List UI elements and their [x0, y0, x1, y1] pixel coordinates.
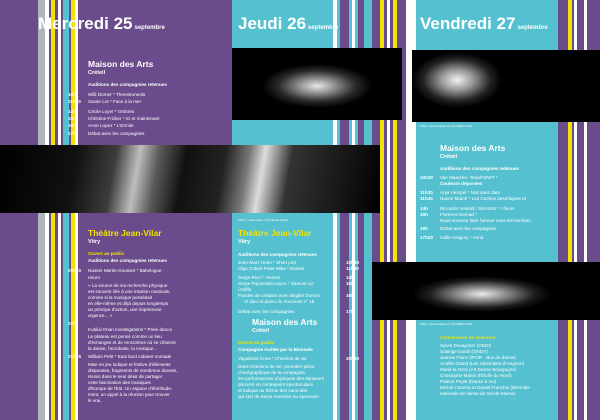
dancer-photo-1	[0, 145, 380, 213]
col1-venue1-city: Créteil	[88, 70, 106, 76]
sched-text: Naomi Mutoh * Les Caches desertiques III	[440, 196, 527, 201]
col1-venue2-title: Théâtre Jean-Vilar	[88, 228, 162, 238]
photo-caption-1: Photo : Laurie Lapor / Cie Nasser Martin	[238, 218, 289, 222]
sched-text: Anja Hempel * Nuit sans date	[440, 190, 501, 195]
col2-venue2-title: Maison des Arts	[252, 317, 318, 327]
jury-member: Christophe Martin (l'Étoile du Nord)	[440, 373, 512, 378]
sched-text: William Petit * East land cabaret nomade	[88, 354, 172, 359]
sched-time: 20h30	[68, 268, 82, 273]
sched-text: Couleurs déposées	[440, 181, 483, 186]
sched-text: return	[88, 275, 101, 280]
col1-auditions2-label: Auditions des compagnies retenues	[88, 258, 167, 263]
col3-auditions-label: Auditions des compagnies retenues	[440, 166, 519, 171]
col1-venue1-title: Maison des Arts	[88, 59, 154, 69]
sched-time: 10h	[68, 92, 76, 97]
col2-venue2-city: Créteil	[252, 328, 270, 334]
sched-time: 11h45	[420, 196, 433, 201]
para-line: chorégraphique de la compagnie,	[238, 370, 307, 375]
col2-spectacle-label: Compagnie invitée par la Biennale	[238, 347, 313, 352]
day-heading-thursday: Jeudi 26 septembre	[238, 14, 339, 33]
para-line: en elle-même et déjà depuis longtemps	[88, 301, 169, 306]
para-line: est souvent liée à une intuition musicale,	[88, 289, 171, 294]
para-line: donnent un contrepoint spectaculaire	[238, 382, 314, 387]
sched-text: Olga Cobos-Peter Mika * Events	[238, 266, 305, 271]
para-line: et ludique au thème des sans-abri	[238, 388, 308, 393]
sched-time: 17h30	[420, 235, 434, 240]
sched-text: Al dieci si pianu du Anconesi n° 18	[244, 299, 315, 304]
sched-text: Paroles de création avec Brigitte Dumez	[238, 293, 320, 298]
col2-venue1-title: Théâtre Jean-Vilar	[238, 228, 312, 238]
sched-time: 17h	[68, 131, 76, 136]
sched-text: Débat avec les compagnies	[238, 309, 295, 314]
jury-title: Commission de sélection :	[440, 335, 499, 340]
sched-text: Willi Dorner * Threestone/ds	[88, 92, 146, 97]
para-line: Le plateau est pensé comme un lieu	[88, 334, 162, 339]
sched-text: Cécile Loyer * Ombres	[88, 109, 135, 114]
col2-open-label: Ouvert au public	[238, 340, 275, 345]
jury-member: Amélie Grand (Les Hivernales d'Avignon)	[440, 361, 525, 366]
sched-time: 14h	[68, 109, 76, 114]
sched-text: Nasser Martin-Gousset * Babelogue	[88, 268, 162, 273]
sched-time: 21h	[68, 321, 76, 326]
sched-time: 15h	[68, 116, 76, 121]
sched-text: Serge Popineiski-Leyne * Samuel Lie	[238, 281, 314, 286]
sched-time: 15h	[420, 212, 428, 217]
para-line: cette fascination des musiques	[88, 380, 151, 385]
sched-time: 10h30	[420, 175, 434, 180]
sched-time: 16h	[420, 226, 428, 231]
para-line: le vrai.	[88, 398, 102, 403]
col2-venue1-city: Vitry	[238, 239, 251, 245]
sched-time: 11h30	[420, 190, 433, 195]
sched-time: 20h30	[346, 356, 360, 361]
sched-time: 14h	[346, 275, 354, 280]
sched-text: /Joliffe	[238, 287, 252, 292]
sched-time: 16h	[346, 293, 354, 298]
col3-venue1-city: Créteil	[440, 154, 458, 160]
para-line: « La source de ma recherche physique	[88, 283, 168, 288]
sched-text: Serge Ricci * Homes	[238, 275, 281, 280]
jury-member: Jeanne Franc (IPOR - Bus de danse)	[440, 355, 516, 360]
sched-text: Florence Bernad *	[440, 212, 478, 217]
para-line: les performances physiques des danseurs	[238, 376, 325, 381]
sched-time: 11h30	[68, 99, 81, 104]
sched-text: Anne Lopez * L'Ermite	[88, 123, 134, 128]
sched-text: Odile Azagury * Anna	[440, 235, 484, 240]
para-line: Dans Chemins de vie, première pièce	[238, 364, 315, 369]
col1-auditions-label: Auditions des compagnies retenues	[88, 82, 167, 87]
para-line: disparates, fragments de nombreux danses,	[88, 368, 178, 373]
para-line: d'échanges et de rencontres où se côtoient	[88, 340, 176, 345]
sched-time: 17h	[346, 309, 354, 314]
jury-member: Solange Dondi (ONDA)	[440, 349, 488, 354]
para-line: comme si la musique possédait	[88, 295, 153, 300]
sched-text: Riccardo Velandi / SKALEN * I fleurs	[440, 206, 515, 211]
dancer-photo-3	[412, 50, 600, 122]
sched-text: Jean-Marc Heim * Short port	[238, 260, 297, 265]
photo-caption-3: Photo : Que Ferange et / Cie William Petit	[420, 322, 472, 326]
sched-text: Christine Fricker * Ici et maintenant	[88, 116, 160, 121]
sched-time: 11h30	[346, 266, 359, 271]
jury-member: Marie-la Gros (Art Danse Bourgogne)	[440, 367, 517, 372]
col1-open-label: Ouvert au public	[88, 251, 125, 256]
sched-time: 14h	[420, 206, 428, 211]
day-heading-wednesday: Mercredi 25 septembre	[38, 14, 165, 33]
sched-text: Xavier Lot * Face à la mer	[88, 99, 142, 104]
sched-time: 21h45	[68, 354, 82, 359]
para-line: la danse, l'acrobatie, la musique...	[88, 346, 158, 351]
sched-text: Nous sourons faire l'amour sous les bombes	[440, 218, 531, 223]
dancer-photo-2	[232, 48, 402, 120]
sched-text: Débat avec les compagnies	[440, 226, 497, 231]
para-line: Mise en jeu ludique et festive d'éléments	[88, 362, 171, 367]
dancer-photo-4	[372, 262, 600, 320]
col3-venue1-title: Maison des Arts	[440, 143, 506, 153]
para-line: ment, un appel à la réunion pour trouver	[88, 392, 170, 397]
para-line: qui sert de trame narrative au spectacle.	[238, 394, 320, 399]
jury-member: Patrice Poyet (Danse à Aix)	[440, 379, 497, 384]
day-heading-friday: Vendredi 27 septembre	[420, 14, 548, 33]
col2-auditions-label: Auditions des compagnies retenues	[238, 252, 317, 257]
sched-text: Vagabond Crew * Chemins de vie	[238, 356, 307, 361]
sched-text: Van Maarsen- Teriah'WWT *	[440, 175, 498, 180]
jury-member: nationale de danse du Val-de-Marne)	[440, 391, 516, 396]
para-line: un principe d'action, une impérieuse	[88, 307, 162, 312]
sched-time: 10h30	[346, 260, 360, 265]
sched-time: 15h	[346, 281, 354, 286]
jury-member: Sylvie Duvaycher (ONDI)	[440, 343, 492, 348]
photo-caption-2: Photo : Que Ferange et / Cie William Petit	[420, 124, 472, 128]
sched-time: 16h	[68, 123, 76, 128]
sched-text: Kubilai Khan Investigations * Pnée dance	[88, 327, 173, 332]
jury-member: Michel Caserta et Daniel Franchin (Biennale	[440, 385, 530, 390]
sched-text: Débat avec les compagnies	[88, 131, 145, 136]
col1-venue2-city: Vitry	[88, 239, 101, 245]
para-line: urgence... »	[88, 313, 113, 318]
para-line: d'Europe de l'Est. Un espace d'ébriétude-	[88, 386, 173, 391]
para-line: réunis dans le seul désir de partager	[88, 374, 163, 379]
